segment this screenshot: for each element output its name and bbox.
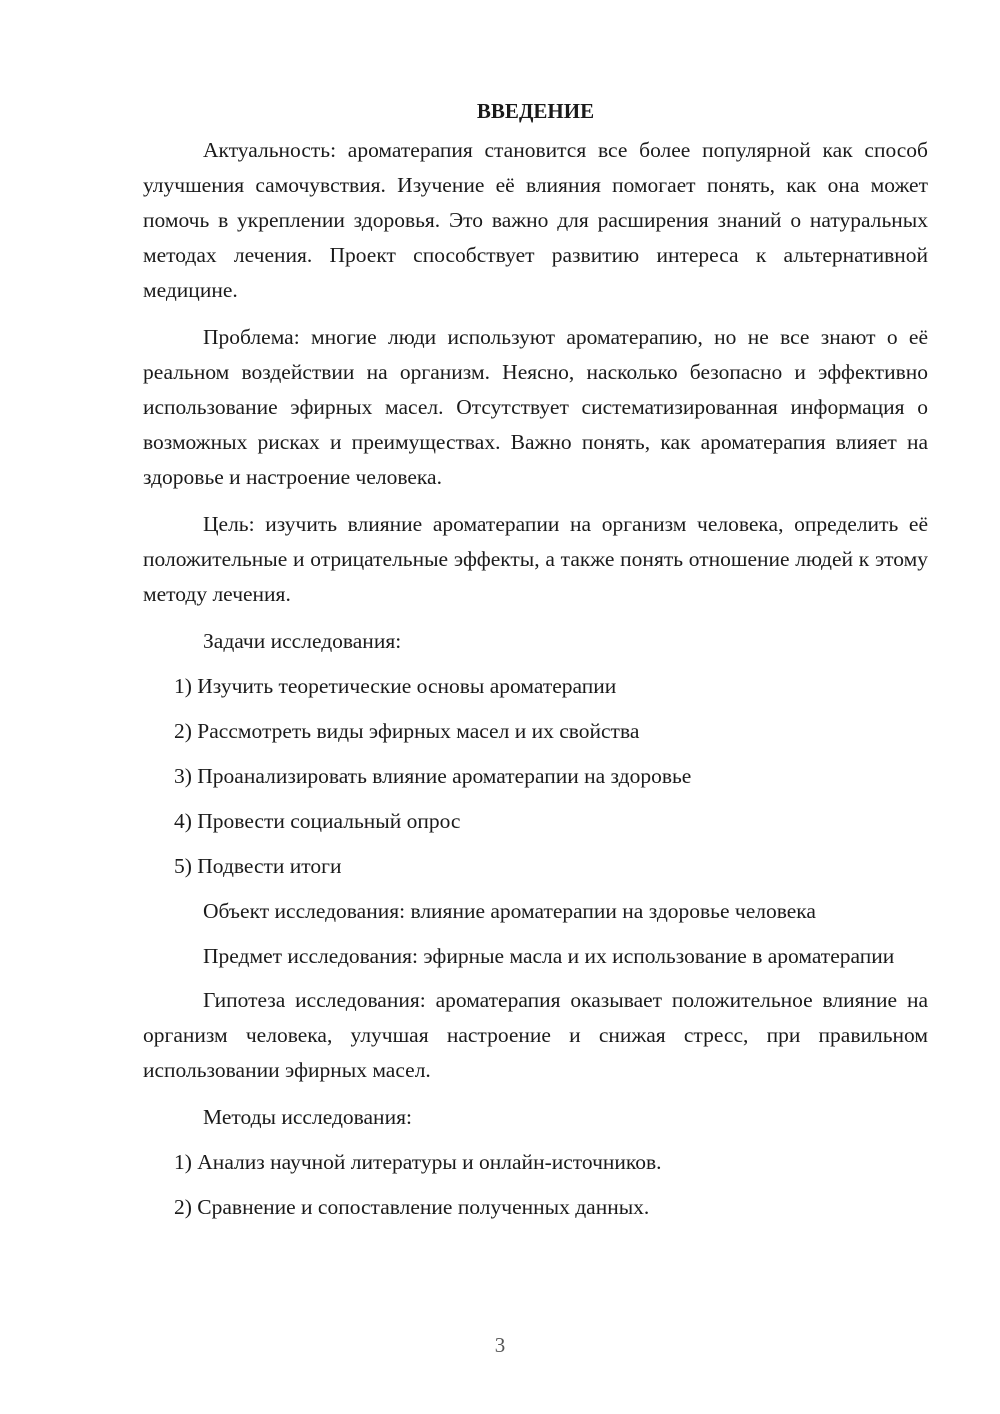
task-item: 2) Рассмотреть виды эфирных масел и их свойства [174,719,640,743]
tasks-heading: Задачи исследования: [203,629,402,653]
task-item: 4) Провести социальный опрос [174,809,461,833]
methods-heading: Методы исследования: [203,1105,412,1129]
document-page [143,96,928,1235]
task-item: 1) Изучить теоретические основы ароматерапии [174,674,617,698]
section-title: ВВЕДЕНИЕ [476,99,595,123]
hypothesis-paragraph: Гипотеза исследования: ароматерапия оказывает положительное влияние на организм человека, улучшая настроение и снижая стресс, при правильном использовании эфирных масел. [143,988,928,1082]
relevance-paragraph: Актуальность: ароматерапия становится все более популярной как способ улучшения самочувствия. Изучение её влияния помогает понять, как она может помочь в укреплении здоровья. Это важно для расширения знаний о натуральных методах лечения. Проект способствует развитию интереса к альтернативной медицине. [143,138,928,302]
page-number: 3 [494,1333,506,1357]
methods-list [143,1145,928,1225]
task-item: 5) Подвести итоги [174,854,342,878]
task-item: 3) Проанализировать влияние ароматерапии на здоровье [174,764,692,788]
problem-paragraph: Проблема: многие люди используют ароматерапию, но не все знают о её реальном воздействии на организм. Неясно, насколько безопасно и эффективно использование эфирных масел. Отсутствует систематизированная информация о возможных рисках и преимуществах. Важно понять, как ароматерапия влияет на здоровье и настроение человека. [143,325,928,489]
method-item: 1) Анализ научной литературы и онлайн-источников. [174,1150,662,1174]
tasks-list [143,669,928,884]
subject-paragraph: Предмет исследования: эфирные масла и их использование в ароматерапии [203,944,895,968]
goal-paragraph: Цель: изучить влияние ароматерапии на организм человека, определить её положительные и отрицательные эффекты, а также понять отношение людей к этому методу лечения. [143,512,928,606]
method-item: 2) Сравнение и сопоставление полученных данных. [174,1195,650,1219]
object-line: Объект исследования: влияние ароматерапии на здоровье человека [203,899,816,923]
